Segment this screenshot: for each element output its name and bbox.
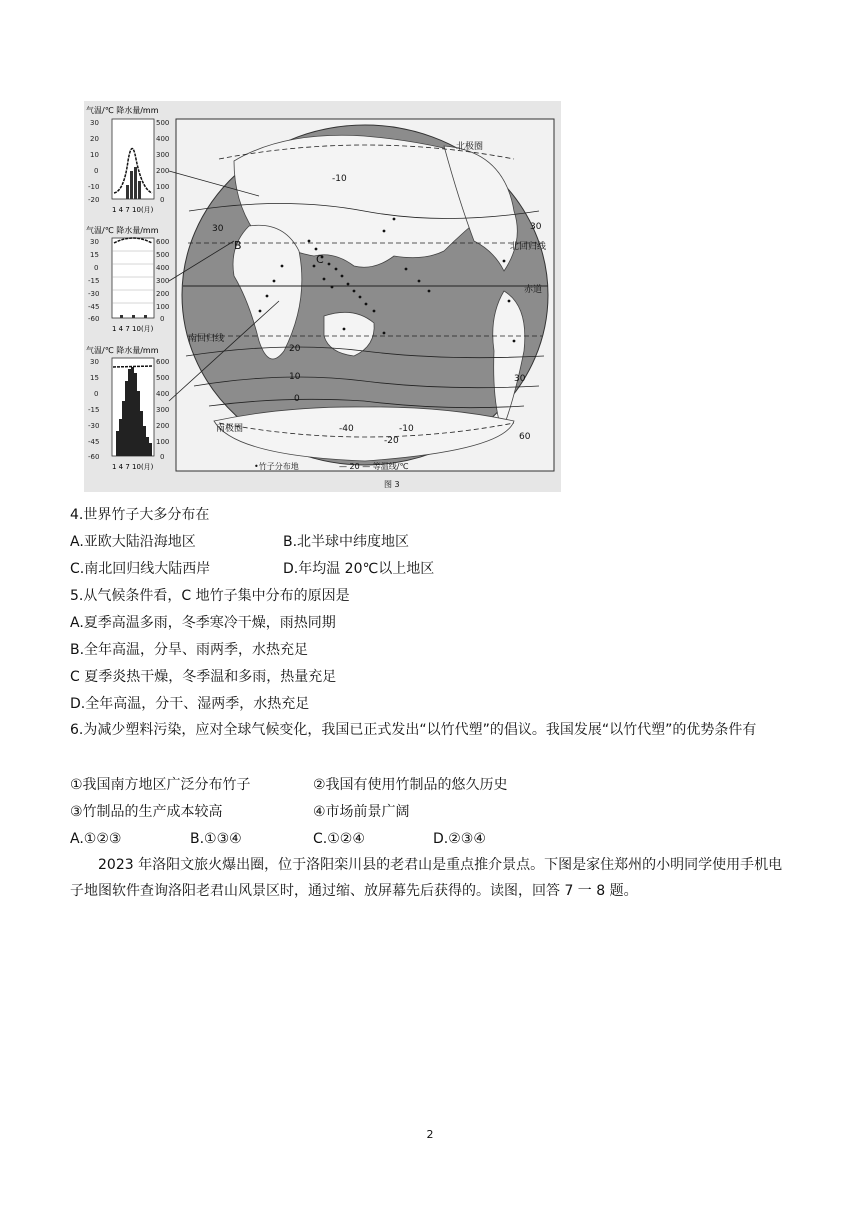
q6-stem: 6.为减少塑料污染，应对全球气候变化，我国已正式发出“以竹代塑”的倡议。我国发展“以竹代塑”的优势条件有 xyxy=(70,722,757,738)
tick: 30 xyxy=(90,358,99,366)
tick: 600 xyxy=(156,238,170,246)
tick: 0 xyxy=(94,167,99,175)
figure-bamboo-distribution-map xyxy=(84,101,561,492)
tick: 100 xyxy=(156,438,170,446)
tick: 100 xyxy=(156,303,170,311)
q4-option-b: B.北半球中纬度地区 xyxy=(283,534,410,550)
tick: 300 xyxy=(156,151,170,159)
climograph-1 xyxy=(86,105,169,214)
q5-option-a: A.夏季高温多雨，冬季寒冷干燥，雨热同期 xyxy=(70,615,336,631)
iso-label: 30 xyxy=(530,222,542,232)
iso-label: -20 xyxy=(384,436,399,446)
q6-option-d: D.②③④ xyxy=(433,831,486,847)
q6-item-4: ④市场前景广阔 xyxy=(313,804,410,820)
legend-isotherm: — 20 — 等温线/℃ xyxy=(339,462,409,471)
tick: -15 xyxy=(88,406,100,414)
tick: 30 xyxy=(90,238,99,246)
tick: -60 xyxy=(88,453,100,461)
tick: 300 xyxy=(156,277,170,285)
climograph-2-month-axis: 1 4 7 10(月) xyxy=(112,325,154,333)
tick: 400 xyxy=(156,135,170,143)
tick: 15 xyxy=(90,374,99,382)
q5-option-d: D.全年高温，分干、湿两季，水热充足 xyxy=(70,696,310,712)
q6-item-3: ③竹制品的生产成本较高 xyxy=(70,804,223,820)
iso-label: -40 xyxy=(339,424,354,434)
climograph-2 xyxy=(86,225,169,333)
iso-label: 20 xyxy=(289,344,301,354)
tick: 200 xyxy=(156,422,170,430)
tick: 500 xyxy=(156,374,170,382)
figure-caption: 图 3 xyxy=(384,480,400,489)
tick: 500 xyxy=(156,119,170,127)
q6-option-a: A.①②③ xyxy=(70,831,122,847)
figure-svg xyxy=(84,101,561,492)
tick: -30 xyxy=(88,422,100,430)
label-tropic-south: 南回归线 xyxy=(188,334,225,344)
label-south-polar: 南极圈 xyxy=(216,424,244,434)
tick: -30 xyxy=(88,290,100,298)
q5-option-c: C 夏季炎热干燥，冬季温和多雨，热量充足 xyxy=(70,669,337,685)
q4-option-a: A.亚欧大陆沿海地区 xyxy=(70,534,196,550)
tick: 600 xyxy=(156,358,170,366)
label-point-b: B xyxy=(234,239,242,252)
climograph-1-month-axis: 1 4 7 10(月) xyxy=(112,206,154,214)
world-map xyxy=(169,119,554,489)
tick: 0 xyxy=(160,315,165,323)
tick: 15 xyxy=(90,251,99,259)
q4-stem: 4.世界竹子大多分布在 xyxy=(70,507,210,523)
tick: -20 xyxy=(88,196,100,204)
iso-label: 0 xyxy=(294,394,300,404)
tick: -45 xyxy=(88,438,100,446)
tick: 300 xyxy=(156,406,170,414)
climograph-3-axis-title: 气温/℃ 降水量/mm xyxy=(86,346,159,355)
tick: 0 xyxy=(160,196,165,204)
tick: 10 xyxy=(90,151,99,159)
q4-option-c: C.南北回归线大陆西岸 xyxy=(70,561,211,577)
iso-label: -10 xyxy=(399,424,414,434)
tick: 100 xyxy=(156,183,170,191)
tick: 0 xyxy=(160,453,165,461)
tick: 30 xyxy=(90,119,99,127)
climograph-2-axis-title: 气温/℃ 降水量/mm xyxy=(86,226,159,235)
iso-label: 60 xyxy=(519,432,531,442)
tick: 200 xyxy=(156,290,170,298)
q6-item-1: ①我国南方地区广泛分布竹子 xyxy=(70,777,251,793)
iso-label: -10 xyxy=(332,174,347,184)
q5-option-b: B.全年高温，分旱、雨两季，水热充足 xyxy=(70,642,309,658)
page-number: 2 xyxy=(426,1128,434,1141)
climograph-1-axis-title: 气温/℃ 降水量/mm xyxy=(86,106,159,115)
q6-item-2: ②我国有使用竹制品的悠久历史 xyxy=(313,777,508,793)
climograph-3-month-axis: 1 4 7 10(月) xyxy=(112,463,154,471)
climograph-3 xyxy=(86,345,169,471)
label-tropic-north: 北回归线 xyxy=(510,242,547,252)
tick: 400 xyxy=(156,264,170,272)
tick: 400 xyxy=(156,390,170,398)
label-point-c: C xyxy=(316,253,324,266)
tick: 0 xyxy=(94,264,99,272)
tick: 500 xyxy=(156,251,170,259)
iso-label: 10 xyxy=(289,372,301,382)
q5-stem: 5.从气候条件看，C 地竹子集中分布的原因是 xyxy=(70,588,350,604)
tick: -10 xyxy=(88,183,100,191)
tick: 200 xyxy=(156,167,170,175)
label-north-polar: 北极圈 xyxy=(456,142,484,152)
tick: 0 xyxy=(94,390,99,398)
label-equator: 赤道 xyxy=(524,285,543,295)
q7-8-intro: 2023 年洛阳文旅火爆出圈，位于洛阳栾川县的老君山是重点推介景点。下图是家住郑州的小明同学使用手机电子地图软件查询洛阳老君山风景区时，通过缩、放屏幕先后获得的。读图，回答 7 一 8 题。 xyxy=(70,857,783,899)
legend-bamboo: •竹子分布地 xyxy=(254,462,299,471)
iso-label: 30 xyxy=(514,374,526,384)
tick: 20 xyxy=(90,135,99,143)
tick: -15 xyxy=(88,277,100,285)
q4-option-d: D.年均温 20℃以上地区 xyxy=(283,561,435,577)
q6-option-c: C.①②④ xyxy=(313,831,365,847)
tick: -45 xyxy=(88,303,100,311)
q6-option-b: B.①③④ xyxy=(190,831,242,847)
tick: -60 xyxy=(88,315,100,323)
iso-label: 30 xyxy=(212,224,224,234)
